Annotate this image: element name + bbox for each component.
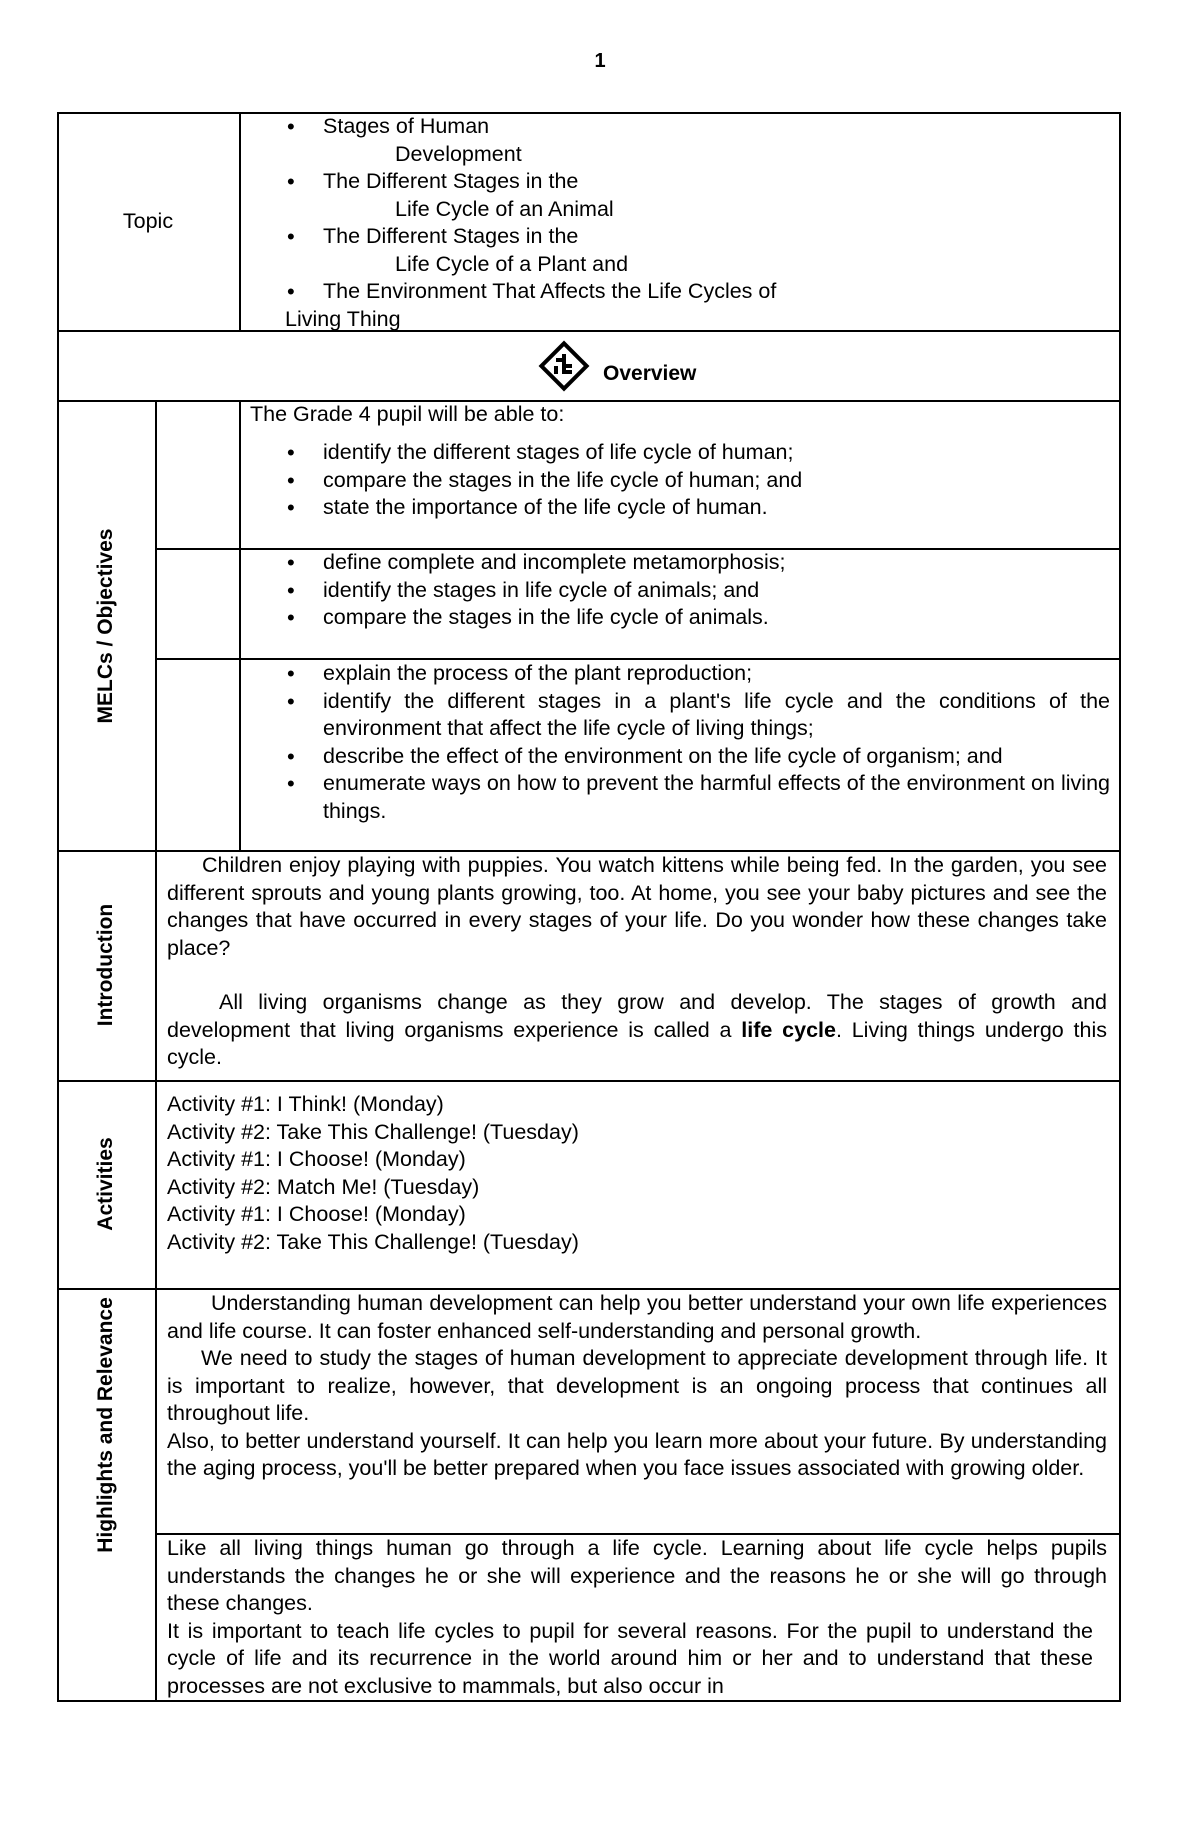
divider	[57, 400, 1121, 402]
para-text: . Living things undergo this cycle.	[167, 1017, 1107, 1069]
list-item: • enumerate ways on how to prevent the harmful effects of the environment on living things.	[285, 770, 1110, 825]
list-item-continuation: Development	[395, 141, 522, 166]
melcs-label: MELCs / Objectives	[94, 528, 117, 724]
overview-title: Overview	[603, 362, 697, 385]
list-item: • The Different Stages in the	[285, 223, 1105, 251]
activity-item: Activity #1: I Choose! (Monday)	[167, 1147, 466, 1171]
list-item: • identify the different stages in a plant's life cycle and the conditions of the environment that affect the life cycle of living things;	[285, 688, 1110, 743]
list-item: • Stages of Human	[285, 113, 1105, 141]
activities-label: Activities	[94, 1137, 117, 1231]
activities-list	[167, 1091, 579, 1256]
para-text: All living organisms change as they grow and develop. The stages of growth and development that living organisms experience is called a	[167, 990, 1107, 1042]
list-item: • define complete and incomplete metamorphosis;	[285, 549, 1115, 577]
melcs-intro: The Grade 4 pupil will be able to:	[250, 402, 565, 426]
highlights-label: Highlights and Relevance	[94, 1297, 117, 1553]
overview-logo-icon	[538, 340, 590, 392]
page-number: 1	[594, 50, 606, 72]
list-item: • state the importance of the life cycle of human.	[285, 494, 1115, 522]
list-item-continuation: Life Cycle of an Animal	[395, 196, 614, 221]
divider	[57, 1080, 1121, 1082]
introduction-paragraph: Children enjoy playing with puppies. You watch kittens while being fed. In the garden, you see different sprouts and young plants growing, too. At home, you see your baby pictures and see the changes that have occurred in every stages of your life. Do you wonder how these changes take place?	[167, 853, 1107, 960]
highlights-paragraph: We need to study the stages of human development to appreciate development through life. It is important to realize, however, that development is an ongoing process that continues all throughout life.	[167, 1346, 1107, 1425]
life-cycle-term: life cycle	[741, 1017, 836, 1042]
list-item: • compare the stages in the life cycle of human; and	[285, 467, 1115, 495]
highlights-paragraph: It is important to teach life cycles to pupil for several reasons. For the pupil to understand the cycle of life and its recurrence in the world around him or her and to understand that these processes are not exclusive to mammals, but also occur in	[167, 1618, 1093, 1698]
highlights-block-2	[167, 1535, 1107, 1700]
highlights-block-1	[167, 1290, 1107, 1532]
list-item: • identify the stages in life cycle of animals; and	[285, 577, 1115, 605]
activity-item: Activity #2: Take This Challenge! (Tuesday)	[167, 1229, 579, 1254]
melcs-group-plant	[285, 660, 1110, 825]
list-item: • explain the process of the plant reproduction;	[285, 660, 1110, 688]
list-item-continuation: Life Cycle of a Plant and	[395, 251, 629, 276]
activity-item: Activity #1: I Think! (Monday)	[167, 1092, 444, 1116]
highlights-paragraph: Like all living things human go through a life cycle. Learning about life cycle helps pupils understands the changes he or she will experience and the reasons he or she will go through these changes.	[167, 1536, 1107, 1615]
list-item-continuation: Living Thing	[285, 306, 401, 331]
divider	[155, 400, 157, 1702]
topic-label: Topic	[122, 209, 174, 233]
highlights-paragraph: Also, to better understand yourself. It can help you learn more about your future. By understanding the aging process, you'll be better prepared when you face issues associated with growing older.	[167, 1428, 1107, 1480]
list-item: • compare the stages in the life cycle of animals.	[285, 604, 1115, 632]
list-item: • The Environment That Affects the Life Cycles of	[285, 278, 1105, 306]
topic-list	[285, 113, 1105, 333]
list-item: • identify the different stages of life cycle of human;	[285, 439, 1115, 467]
activity-item: Activity #2: Take This Challenge! (Tuesday)	[167, 1119, 579, 1144]
list-item: • The Different Stages in the	[285, 168, 1105, 196]
overview-header	[57, 332, 1121, 400]
activity-item: Activity #1: I Choose! (Monday)	[167, 1202, 466, 1226]
highlights-paragraph: Understanding human development can help you better understand your own life experiences and life course. It can foster enhanced self-understanding and personal growth.	[167, 1291, 1107, 1343]
activity-item: Activity #2: Match Me! (Tuesday)	[167, 1174, 480, 1199]
melcs-group-animal	[285, 549, 1115, 632]
divider	[239, 112, 241, 330]
melcs-group-human	[285, 439, 1115, 522]
list-item: • describe the effect of the environment on the life cycle of organism; and	[285, 743, 1110, 771]
divider	[239, 400, 241, 850]
introduction-text	[167, 852, 1107, 1072]
introduction-paragraph	[167, 989, 1107, 1072]
introduction-label: Introduction	[94, 903, 117, 1027]
